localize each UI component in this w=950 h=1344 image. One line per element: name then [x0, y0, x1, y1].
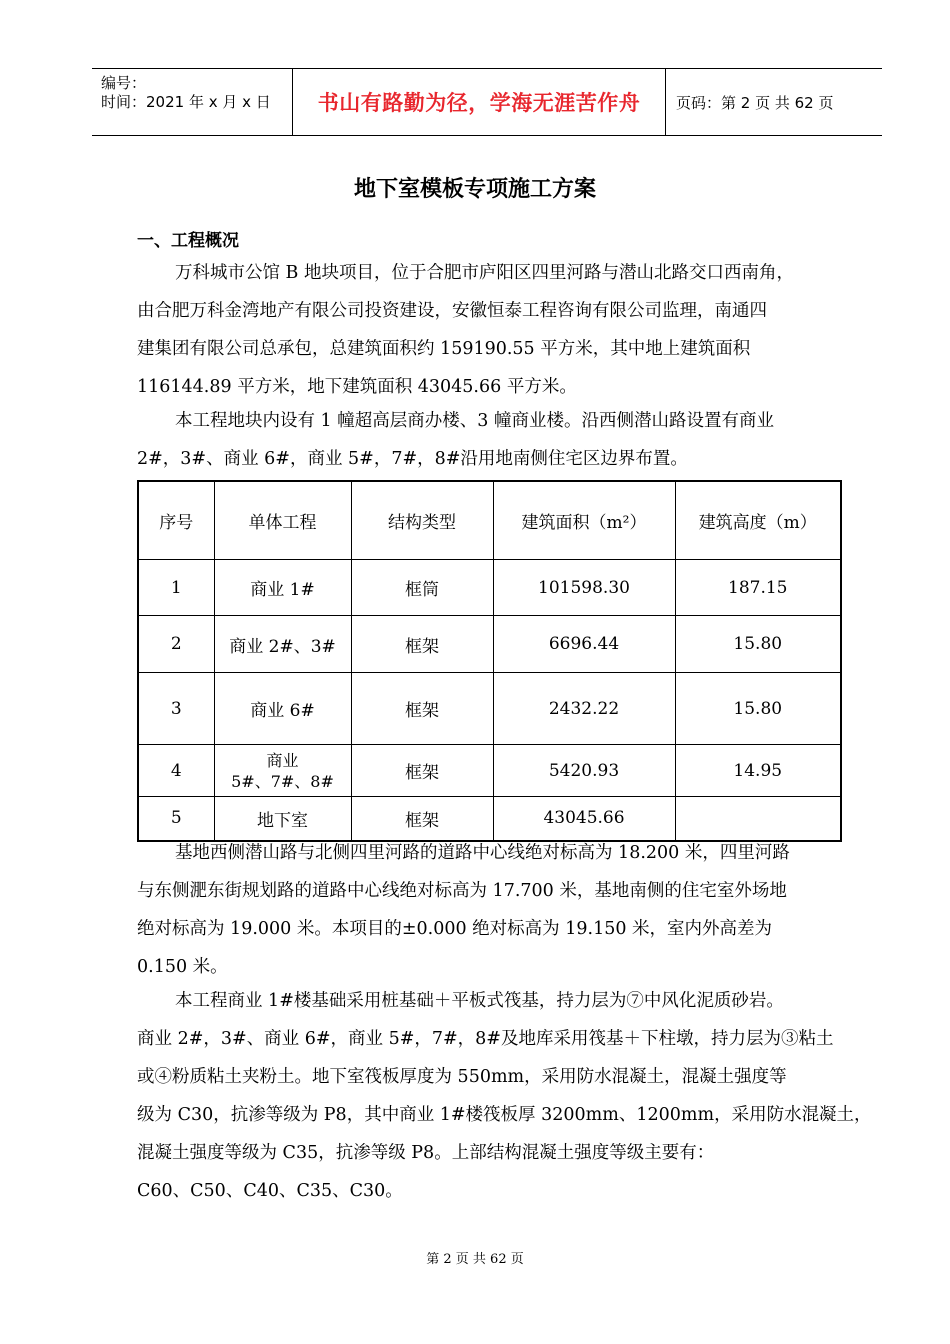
- table-cell: 101598.30: [493, 560, 675, 616]
- table-cell: 43045.66: [493, 797, 675, 841]
- paragraph-line: 混凝土强度等级为 C35，抗渗等级 P8。上部结构混凝土强度等级主要有：: [137, 1143, 715, 1163]
- table-row: [138, 673, 841, 745]
- table-cell: 商业 2#、3#: [214, 616, 351, 673]
- paragraph-line: 基地西侧潜山路与北侧四里河路的道路中心线绝对标高为 18.200 米，四里河路: [175, 843, 790, 863]
- paragraph-line: 由合肥万科金湾地产有限公司投资建设，安徽恒泰工程咨询有限公司监理，南通四: [137, 301, 767, 321]
- table-cell: 2432.22: [493, 673, 675, 745]
- table-row: [138, 616, 841, 673]
- table-cell: 3: [138, 673, 214, 745]
- table-cell: 1: [138, 560, 214, 616]
- column-header: 单体工程: [214, 481, 351, 560]
- paragraph-line: 建集团有限公司总承包，总建筑面积约 159190.55 平方米，其中地上建筑面积: [137, 339, 751, 359]
- table-cell: 4: [138, 745, 214, 797]
- table-cell: 14.95: [675, 745, 841, 797]
- section-heading: 一、工程概况: [137, 231, 239, 251]
- cell-line: 5#、7#、8#: [231, 771, 334, 791]
- table-cell: 15.80: [675, 673, 841, 745]
- table-cell: 6696.44: [493, 616, 675, 673]
- table-cell: 5420.93: [493, 745, 675, 797]
- table-cell: 框筒: [351, 560, 493, 616]
- header-info-cell: [92, 69, 293, 135]
- table-row: [138, 560, 841, 616]
- header-page-label: 页码：第 2 页 共 62 页: [676, 93, 834, 112]
- document-title: 地下室模板专项施工方案: [353, 177, 596, 202]
- table-cell: 框架: [351, 673, 493, 745]
- time-label: 时间：2021 年 x 月 x 日: [101, 93, 271, 111]
- header-motto: 书山有路勤为径，学海无涯苦作舟: [293, 69, 666, 135]
- table-cell: 框架: [351, 616, 493, 673]
- table-cell: 商业 6#: [214, 673, 351, 745]
- foundation-paragraph: [137, 982, 872, 1210]
- table-cell: 5: [138, 797, 214, 841]
- paragraph-line: 本工程商业 1#楼基础采用桩基础＋平板式筏基，持力层为⑦中风化泥质砂岩。: [175, 991, 784, 1011]
- overview-paragraph-2: [137, 402, 840, 478]
- table-header-row: [138, 481, 841, 560]
- table-cell: 框架: [351, 745, 493, 797]
- elevation-paragraph: [137, 834, 840, 986]
- code-label: 编号：: [101, 74, 147, 92]
- table-cell: 15.80: [675, 616, 841, 673]
- table-cell: 商业 1#: [214, 560, 351, 616]
- table-row: [138, 745, 841, 797]
- paragraph-line: 2#，3#、商业 6#，商业 5#，7#，8#沿用地南侧住宅区边界布置。: [137, 449, 688, 469]
- page-footer: 第 2 页 共 62 页: [426, 1252, 524, 1267]
- column-header: 序号: [138, 481, 214, 560]
- building-table: [137, 480, 842, 842]
- table-cell: 框架: [351, 797, 493, 841]
- paragraph-line: 绝对标高为 19.000 米。本项目的±0.000 绝对标高为 19.150 米，室内外高差为: [137, 919, 773, 939]
- paragraph-line: 本工程地块内设有 1 幢超高层商办楼、3 幢商业楼。沿西侧潜山路设置有商业: [175, 411, 774, 431]
- paragraph-line: 或④粉质粘土夹粉土。地下室筏板厚度为 550mm，采用防水混凝土，混凝土强度等: [137, 1067, 787, 1087]
- paragraph-line: 万科城市公馆 B 地块项目，位于合肥市庐阳区四里河路与潜山北路交口西南角，: [175, 263, 794, 283]
- page-header: [92, 68, 882, 136]
- table-cell: [214, 745, 351, 797]
- paragraph-line: 级为 C30，抗渗等级为 P8，其中商业 1#楼筏板厚 3200mm、1200mm，采用防水混凝土，: [137, 1105, 872, 1125]
- column-header: 建筑高度（m）: [675, 481, 841, 560]
- paragraph-line: C60、C50、C40、C35、C30。: [137, 1181, 403, 1201]
- table-cell: 2: [138, 616, 214, 673]
- paragraph-line: 商业 2#，3#、商业 6#，商业 5#，7#，8#及地库采用筏基＋下柱墩，持力层为③粘土: [137, 1029, 834, 1049]
- paragraph-line: 116144.89 平方米，地下建筑面积 43045.66 平方米。: [137, 377, 577, 397]
- table-cell: 地下室: [214, 797, 351, 841]
- paragraph-line: 0.150 米。: [137, 957, 228, 977]
- column-header: 结构类型: [351, 481, 493, 560]
- cell-line: 商业: [266, 750, 299, 770]
- table-cell: 187.15: [675, 560, 841, 616]
- column-header: 建筑面积（m²）: [493, 481, 675, 560]
- overview-paragraph-1: [137, 254, 840, 406]
- paragraph-line: 与东侧淝东街规划路的道路中心线绝对标高为 17.700 米，基地南侧的住宅室外场地: [137, 881, 787, 901]
